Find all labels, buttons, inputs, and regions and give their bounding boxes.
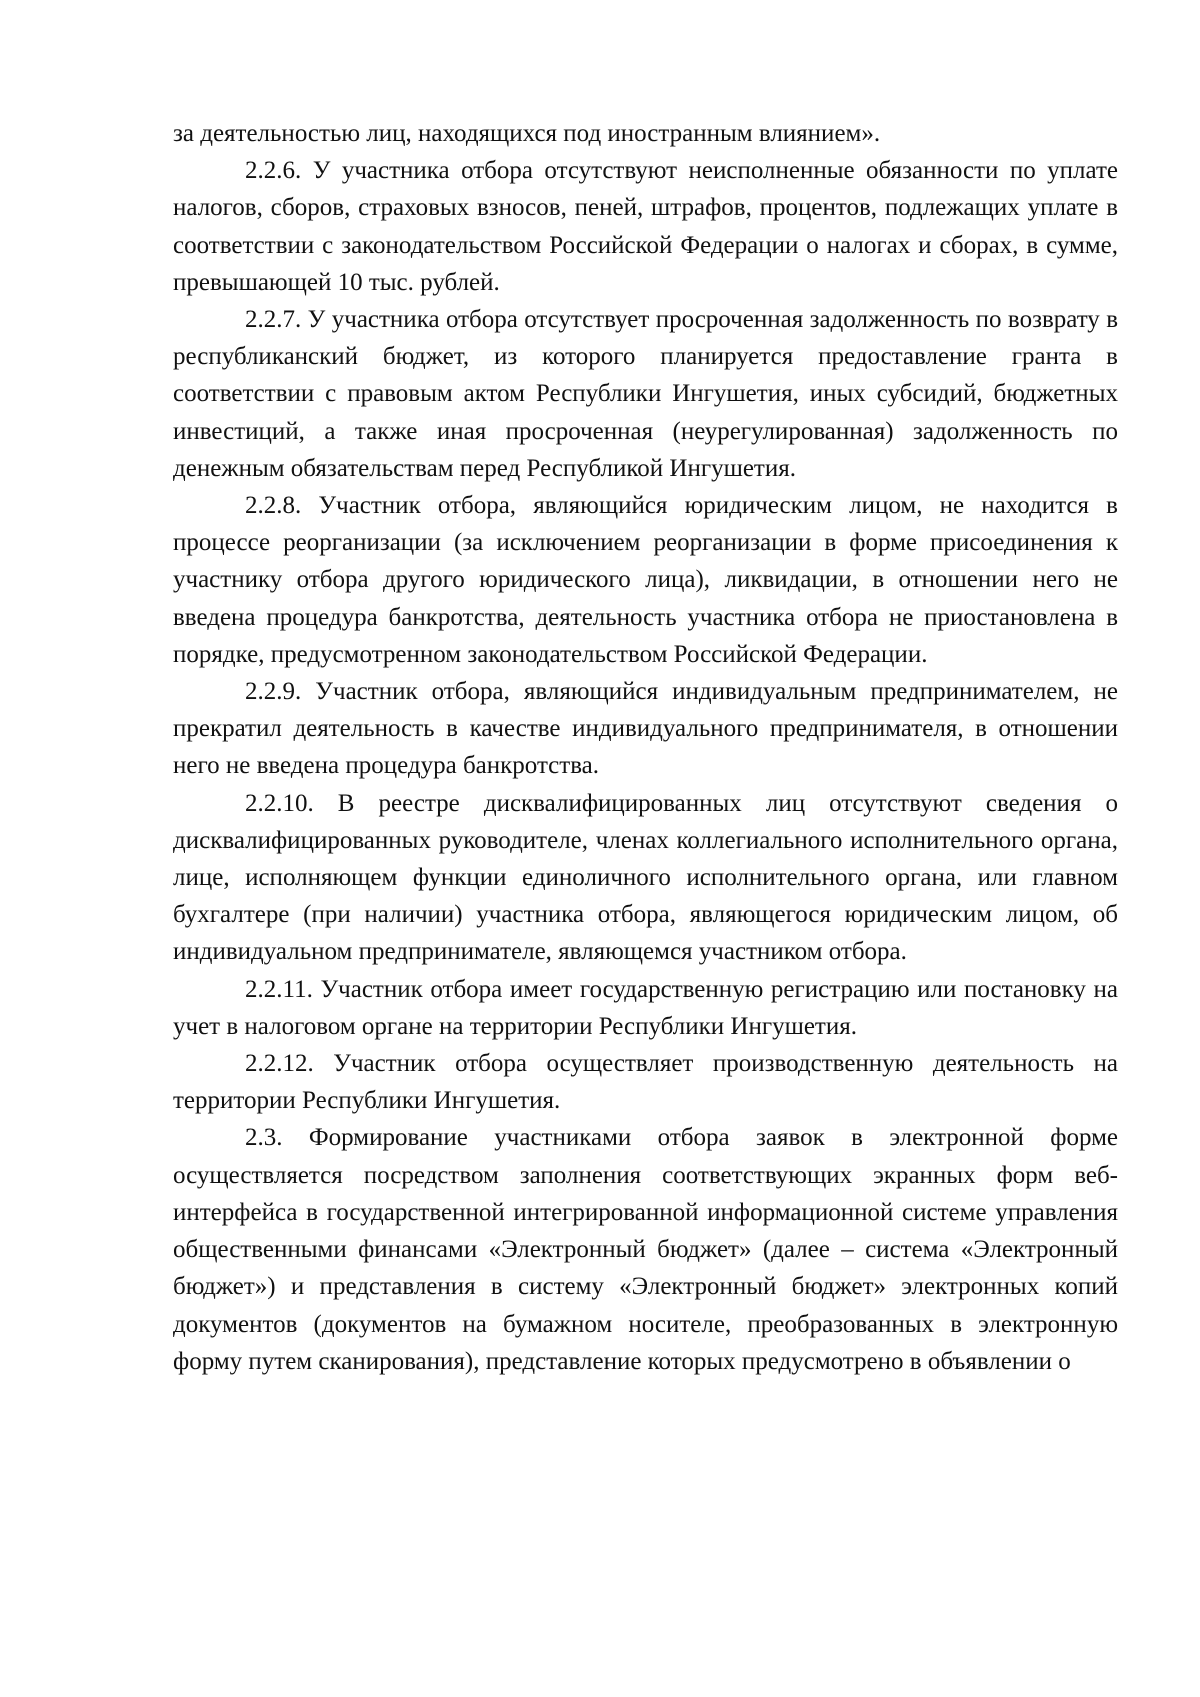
paragraph-2-2-7: 2.2.7. У участника отбора отсутствует просроченная задолженность по возврату в республиканский бюджет, из которого планируется предоставление гранта в соответствии с правовым актом Республики Ингушетия, иных субсидий, бюджетных инвестиций, а также иная просроченная (неурегулированная) задолженность по денежным обязательствам перед Республикой Ингушетия. <box>173 306 1118 482</box>
paragraph-2-2-11: 2.2.11. Участник отбора имеет государственную регистрацию или постановку на учет в налоговом органе на территории Республики Ингушетия. <box>173 975 1118 1040</box>
document-page <box>173 115 1118 1380</box>
paragraph-2-2-12: 2.2.12. Участник отбора осуществляет производственную деятельность на территории Республики Ингушетия. <box>173 1050 1118 1115</box>
paragraph-2-2-8: 2.2.8. Участник отбора, являющийся юридическим лицом, не находится в процессе реорганизации (за исключением реорганизации в форме присоединения к участнику отбора другого юридического лица), ликвидации, в отношении него не введена процедура банкротства, деятельность участника отбора не приостановлена в порядке, предусмотренном законодательством Российской Федерации. <box>173 492 1118 668</box>
paragraph-2-3: 2.3. Формирование участниками отбора заявок в электронной форме осуществляется посредством заполнения соответствующих экранных форм веб-интерфейса в государственной интегрированной информационной системе управления общественными финансами «Электронный бюджет» (далее – система «Электронный бюджет») и представления в систему «Электронный бюджет» электронных копий документов (документов на бумажном носителе, преобразованных в электронную форму путем сканирования), представление которых предусмотрено в объявлении о <box>173 1124 1118 1375</box>
paragraph-continuation: за деятельностью лиц, находящихся под иностранным влиянием». <box>173 120 881 147</box>
paragraph-2-2-6: 2.2.6. У участника отбора отсутствуют неисполненные обязанности по уплате налогов, сборов, страховых взносов, пеней, штрафов, процентов, подлежащих уплате в соответствии с законодательством Российской Федерации о налогах и сборах, в сумме, превышающей 10 тыс. рублей. <box>173 157 1118 296</box>
paragraph-2-2-9: 2.2.9. Участник отбора, являющийся индивидуальным предпринимателем, не прекратил деятельность в качестве индивидуального предпринимателя, в отношении него не введена процедура банкротства. <box>173 678 1118 780</box>
paragraph-2-2-10: 2.2.10. В реестре дисквалифицированных лиц отсутствуют сведения о дисквалифицированных руководителе, членах коллегиального исполнительного органа, лице, исполняющем функции единоличного исполнительного органа, или главном бухгалтере (при наличии) участника отбора, являющегося юридическим лицом, об индивидуальном предпринимателе, являющемся участником отбора. <box>173 789 1118 966</box>
